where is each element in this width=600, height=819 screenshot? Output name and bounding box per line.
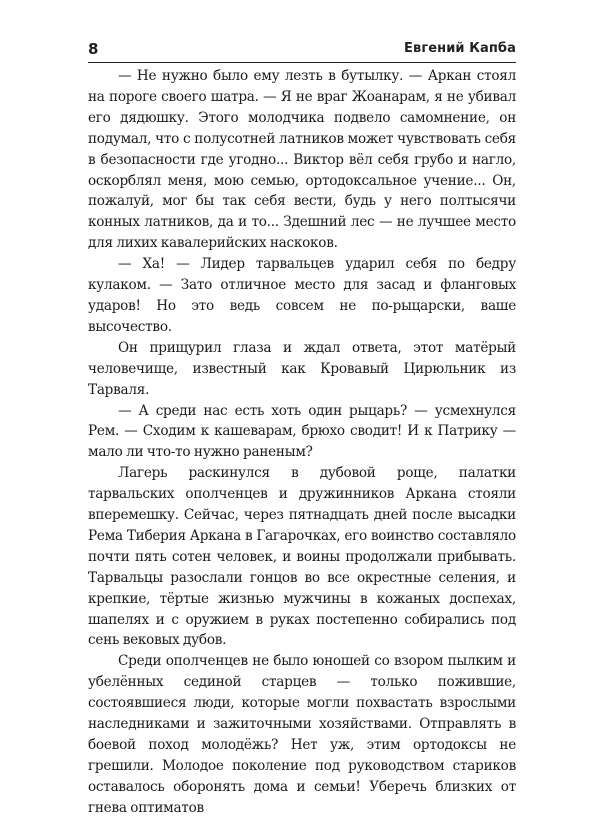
paragraph: — А среди нас есть хоть один рыцарь? — усмехнулся Рем. — Сходим к кашеварам, брюхо сводит! И к Патрику — мало ли что-то нужно раненым? xyxy=(88,402,516,461)
paragraph: Он прищурил глаза и ждал ответа, этот матёрый человечище, известный как Кровавый Цирюльник из Тарваля. xyxy=(88,339,516,398)
page-header xyxy=(88,34,516,64)
paragraph: — Не нужно было ему лезть в бутылку. — Аркан стоял на пороге своего шатра. — Я не враг Жоанарам, я не убивал его дядюшку. Этого молодчика подвело самомнение, он подумал, что с полусотней латников может чувствовать себя в безопасности где угодно... Виктор вёл себя грубо и нагло, оскорблял меня, мою семью, ортодоксальное учение... Он, пожалуй, мог бы так себя вести, будь у него полтысячи конных латников, да и то... Здешний лес — не лучшее место для лихих кавалерийских наскоков. xyxy=(88,68,516,252)
paragraph: — Ха! — Лидер тарвальцев ударил себя по бедру кулаком. — Зато отличное место для засад и фланговых ударов! Но это ведь совсем не по-рыцарски, ваше высочество. xyxy=(88,256,516,335)
header-rule xyxy=(88,62,516,63)
page-number: 8 xyxy=(88,40,99,58)
running-title-author: Евгений Капба xyxy=(404,41,516,56)
body-text xyxy=(88,66,516,819)
paragraph: Среди ополченцев не было юношей со взором пылким и убелённых сединой старцев — только пожившие, состоявшиеся люди, которые могли похвастать взрослыми наследниками и зажиточными хозяйствами. Отправлять в боевой поход молодёжь? Нет уж, этим ортодоксы не грешили. Молодое поколение под руководством стариков оставалось оборонять дома и семьи! Уберечь близких от гнева оптиматов xyxy=(88,653,516,816)
paragraph: Лагерь раскинулся в дубовой роще, палатки тарвальских ополченцев и дружинников Аркана стояли вперемешку. Сейчас, через пятнадцать дней после высадки Рема Тиберия Аркана в Гагарочках, его воинство составляло почти пять сотен человек, и воины продолжали прибывать. Тарвальцы разослали гонцов во все окрестные селения, и крепкие, тёртые жизнью мужчины в кожаных доспехах, шапелях и с оружием в руках постепенно собирались под сень вековых дубов. xyxy=(88,465,516,649)
